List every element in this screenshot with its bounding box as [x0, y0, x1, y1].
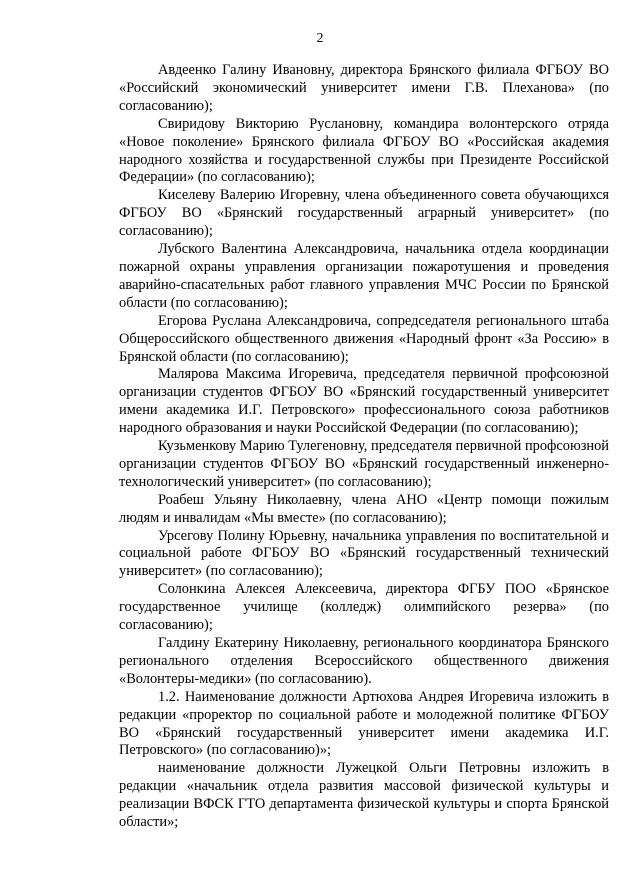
paragraph-malyarov: Малярова Максима Игоревича, председателя первичной профсоюзной организации студентов ФГБОУ ВО «Брянский государственный университет имени академика И.Г. Петровского» профессионального союза работников народного образования и науки Российской Федерации (по согласованию);	[119, 366, 609, 437]
page-number: 2	[316, 31, 324, 46]
paragraph-roabesh: Роабеш Ульяну Николаевну, члена АНО «Центр помощи пожилым людям и инвалидам «Мы вместе» (по согласованию);	[119, 491, 609, 526]
document-body	[119, 62, 609, 832]
paragraph-solonkin: Солонкина Алексея Алексеевича, директора ФГБУ ПОО «Брянское государственное училище (колледж) олимпийского резерва» (по согласованию);	[119, 581, 609, 634]
paragraph-luzhetskaya: наименование должности Лужецкой Ольги Петровны изложить в редакции «начальник отдела развития массовой физической культуры и реализации ВФСК ГТО департамента физической культуры и спорта Брянской области»;	[119, 760, 609, 831]
paragraph-egorov: Егорова Руслана Александровича, сопредседателя регионального штаба Общероссийского общественного движения «Народный фронт «За Россию» в Брянской области (по согласованию);	[119, 312, 609, 365]
paragraph-avdeenko: Авдеенко Галину Ивановну, директора Брянского филиала ФГБОУ ВО «Российский экономический университет имени Г.В. Плеханова» (по согласованию);	[119, 62, 609, 114]
paragraph-ursegova: Урсегову Полину Юрьевну, начальника управления по воспитательной и социальной работе ФГБОУ ВО «Брянский государственный технический университет» (по согласованию);	[119, 527, 609, 580]
paragraph-lubsky: Лубского Валентина Александровича, начальника отдела координации пожарной охраны управления организации пожаротушения и проведения аварийно-спасательных работ главного управления МЧС России по Брянской области (по согласованию);	[119, 241, 609, 311]
paragraph-galdina: Галдину Екатерину Николаевну, регионального координатора Брянского регионального отделения Всероссийского общественного движения «Волонтеры-медики» (по согласованию).	[119, 635, 609, 687]
paragraph-kuzmenkova: Кузьменкову Марию Тулегеновну, председателя первичной профсоюзной организации студентов ФГБОУ ВО «Брянский государственный инженерно-технологический университет» (по согласованию);	[119, 438, 609, 490]
paragraph-clause-1-2: 1.2. Наименование должности Артюхова Андрея Игоревича изложить в редакции «проректор по социальной работе и молодежной политике ФГБОУ ВО «Брянский государственный университет имени академика И.Г. Петровского» (по согласованию)»;	[119, 688, 609, 759]
paragraph-kiseleva: Киселеву Валерию Игоревну, члена объединенного совета обучающихся ФГБОУ ВО «Брянский государственный аграрный университет» (по согласованию);	[119, 187, 609, 240]
paragraph-sviridova: Свиридову Викторию Руслановну, командира волонтерского отряда «Новое поколение» Брянского филиала ФГБОУ ВО «Российская академия народного хозяйства и государственной службы при Президенте Российской Федерации» (по согласованию);	[119, 115, 609, 186]
